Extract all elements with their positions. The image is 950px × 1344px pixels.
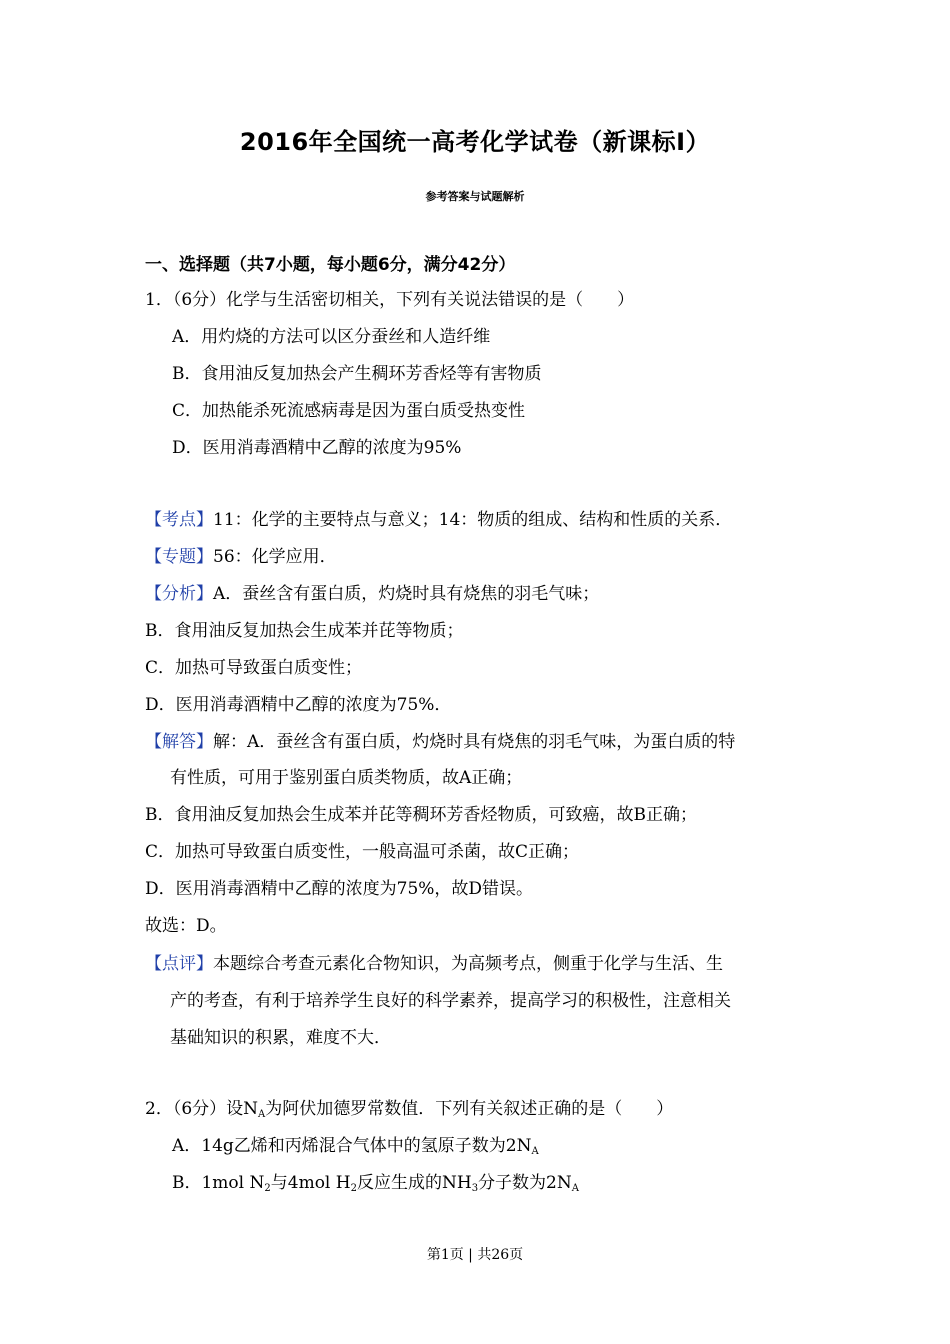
- question-2-stem-part-2: 为阿伏加德罗常数值．下列有关叙述正确的是（ ）: [265, 1099, 674, 1119]
- answer-choice: 故选：D。: [145, 916, 227, 936]
- dianping-text-1: 本题综合考查元素化合物知识，为高频考点，侧重于化学与生活、生: [213, 954, 723, 974]
- page-footer: 第1页 | 共26页: [426, 1247, 524, 1263]
- question-2-option-b: [172, 1171, 579, 1195]
- question-1-option-a: A．用灼烧的方法可以区分蚕丝和人造纤维: [172, 327, 491, 347]
- question-2-option-b-part-1: B．1mol N: [172, 1173, 265, 1193]
- page-subtitle: 参考答案与试题解析: [425, 190, 525, 203]
- question-2-option-b-part-3: 反应生成的NH: [356, 1173, 472, 1193]
- jieda-text-1: 解：A．蚕丝含有蛋白质，灼烧时具有烧焦的羽毛气味，为蛋白质的特: [213, 732, 736, 752]
- fenxi-text-d: D．医用消毒酒精中乙醇的浓度为75%．: [145, 695, 452, 715]
- kaodian-line: [145, 508, 732, 532]
- fenxi-line: [145, 582, 599, 606]
- dianping-line: [145, 952, 723, 976]
- question-1-option-c: C．加热能杀死流感病毒是因为蛋白质受热变性: [172, 401, 526, 421]
- fenxi-text-b: B．食用油反复加热会生成苯并芘等物质；: [145, 621, 464, 641]
- zhuanti-line: [145, 545, 337, 569]
- page-title: 2016年全国统一高考化学试卷（新课标Ⅰ）: [239, 128, 711, 156]
- dianping-tag: 【点评】: [145, 954, 213, 974]
- zhuanti-tag: 【专题】: [145, 547, 213, 567]
- question-2-option-b-part-4: 分子数为2N: [478, 1173, 572, 1193]
- question-2-option-b-sub-1: 2: [264, 1183, 271, 1194]
- question-2-option-b-sub-2: 2: [350, 1183, 357, 1194]
- jieda-text-3: B．食用油反复加热会生成苯并芘等稠环芳香烃物质，可致癌，故B正确；: [145, 805, 697, 825]
- question-2-stem-subscript: A: [258, 1109, 266, 1120]
- section-heading: 一、选择题（共7小题，每小题6分，满分42分）: [145, 255, 516, 275]
- question-2-option-a-subscript: A: [531, 1146, 539, 1157]
- fenxi-tag: 【分析】: [145, 584, 213, 604]
- dianping-text-3: 基础知识的积累，难度不大．: [170, 1028, 391, 1048]
- jieda-text-2: 有性质，可用于鉴别蛋白质类物质，故A正确；: [170, 768, 523, 788]
- jieda-line: [145, 730, 735, 754]
- question-2-option-a-text: A．14g乙烯和丙烯混合气体中的氢原子数为2N: [172, 1136, 532, 1156]
- question-2-option-b-sub-4: A: [571, 1183, 579, 1194]
- question-1-option-d: D．医用消毒酒精中乙醇的浓度为95%: [172, 438, 462, 458]
- question-1-stem: 1．（6分）化学与生活密切相关，下列有关说法错误的是（ ）: [145, 290, 635, 310]
- kaodian-text: 11：化学的主要特点与意义；14：物质的组成、结构和性质的关系．: [213, 510, 733, 530]
- fenxi-text-c: C．加热可导致蛋白质变性；: [145, 658, 363, 678]
- question-2-stem-part-1: 2．（6分）设N: [145, 1099, 259, 1119]
- question-2-option-b-part-2: 与4mol H: [270, 1173, 351, 1193]
- jieda-text-5: D．医用消毒酒精中乙醇的浓度为75%，故D错误。: [145, 879, 534, 899]
- question-2-option-b-sub-3: 3: [471, 1183, 479, 1194]
- jieda-tag: 【解答】: [145, 732, 213, 752]
- question-2-option-a: [172, 1134, 539, 1158]
- fenxi-text-a: A．蚕丝含有蛋白质，灼烧时具有烧焦的羽毛气味；: [213, 584, 600, 604]
- jieda-text-4: C．加热可导致蛋白质变性，一般高温可杀菌，故C正确；: [145, 842, 580, 862]
- kaodian-tag: 【考点】: [145, 510, 213, 530]
- question-1-option-b: B．食用油反复加热会产生稠环芳香烃等有害物质: [172, 364, 542, 384]
- dianping-text-2: 产的考查，有利于培养学生良好的科学素养，提高学习的积极性，注意相关: [170, 991, 731, 1011]
- zhuanti-text: 56：化学应用．: [213, 547, 337, 567]
- question-2-stem: [145, 1097, 673, 1121]
